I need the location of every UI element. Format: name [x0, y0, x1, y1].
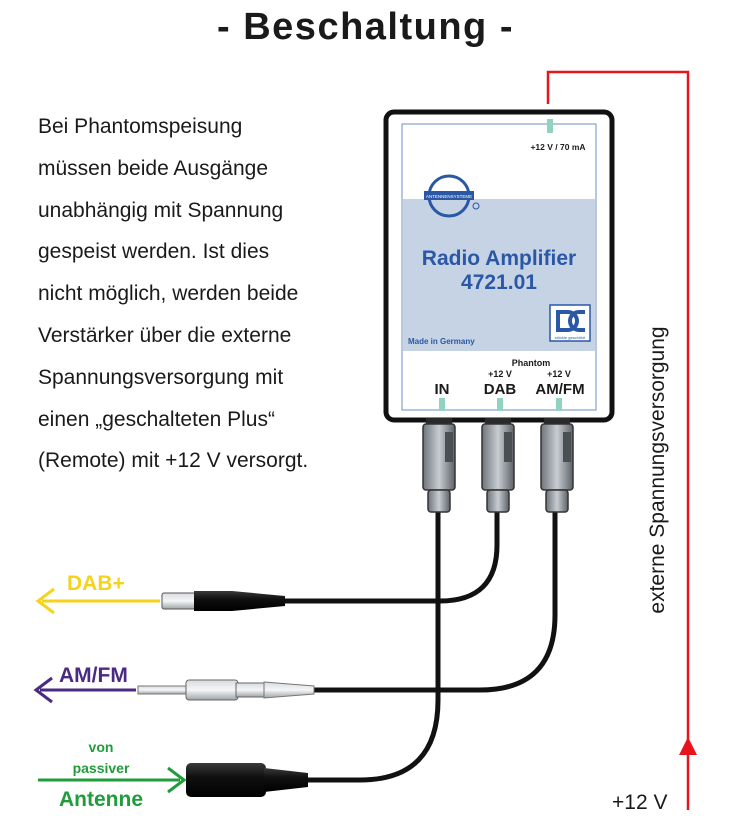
port-led-amfm	[556, 398, 562, 411]
description-line: Bei Phantomspeisung	[38, 115, 243, 138]
port-led-dab	[497, 398, 503, 411]
description-line: nicht möglich, werden beide	[38, 282, 299, 306]
cable-dab	[282, 512, 497, 601]
antenna-label-line-1: von	[88, 739, 114, 755]
dab-output-label: DAB+	[67, 572, 125, 595]
cable-in	[308, 512, 438, 780]
description-line: müssen beide Ausgänge	[38, 156, 269, 180]
description-line: einen „geschalteten Plus“	[38, 407, 275, 431]
power-rating-label: +12 V / 70 mA	[530, 142, 586, 152]
description-line: unabhängig mit Spannung	[38, 198, 284, 222]
connector-in	[423, 418, 455, 512]
power-led	[547, 119, 553, 133]
cables	[282, 512, 555, 780]
badge-text: stöckle geschützt	[554, 335, 586, 340]
port-voltage-dab: +12 V	[488, 369, 512, 379]
amfm-output-label: AM/FM	[59, 664, 128, 687]
description-line: Spannungsversorgung mit	[38, 365, 284, 389]
device-name: Radio Amplifier	[421, 247, 577, 270]
phantom-label: Phantom	[511, 358, 551, 368]
brand-text: ANTENNENSYSTEME	[425, 194, 473, 199]
supply-arrow-icon	[679, 737, 697, 755]
page-title: - Beschaltung -	[217, 6, 514, 48]
amfm-plug	[138, 680, 314, 700]
description-line: (Remote) mit +12 V versorgt.	[38, 449, 309, 473]
antenna-label-line-3: Antenne	[59, 788, 143, 811]
external-supply-label: externe Spannungsversorgung	[646, 326, 669, 614]
amplifier-device	[386, 112, 612, 420]
antenna-plug	[186, 763, 308, 797]
antenna-label-line-2: passiver	[72, 760, 130, 776]
device-model: 4721.01	[461, 271, 537, 294]
port-voltage-amfm: +12 V	[547, 369, 571, 379]
connector-dab	[482, 418, 514, 512]
connector-amfm	[541, 418, 573, 512]
port-label-in: IN	[434, 381, 450, 398]
made-in-label: Made in Germany	[408, 337, 475, 346]
description-line: gespeist werden. Ist dies	[38, 240, 270, 264]
supply-voltage-label: +12 V	[612, 791, 668, 814]
dab-plug	[162, 591, 285, 611]
port-label-dab: DAB	[483, 381, 517, 398]
port-led-in	[439, 398, 445, 411]
description-line: Verstärker über die externe	[38, 323, 292, 347]
port-label-amfm: AM/FM	[535, 381, 585, 398]
